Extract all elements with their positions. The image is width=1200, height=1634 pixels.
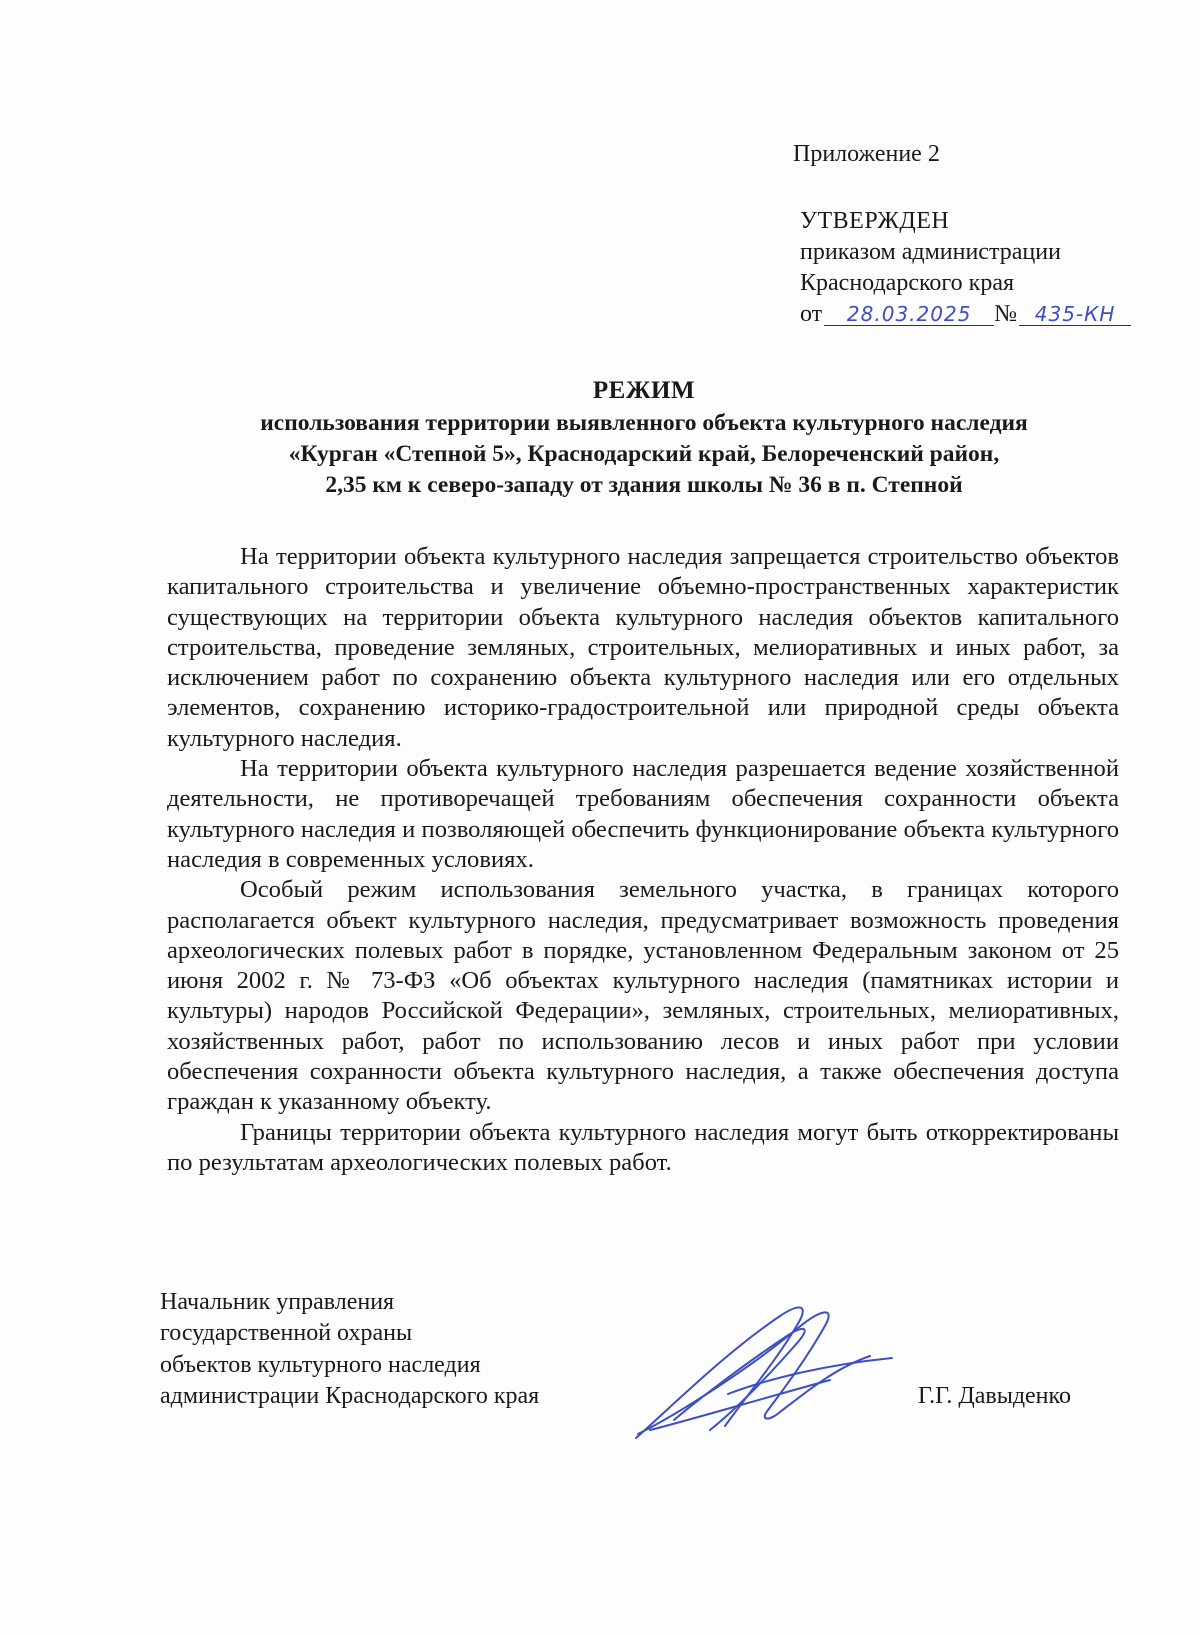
handwritten-signature bbox=[630, 1298, 900, 1448]
body-paragraph-2: На территории объекта культурного наследия разрешается ведение хозяйственной деятельности, не противоречащей требованиям обеспечения сохранности объекта культурного наследия и позволяющей обеспечить функционирование объекта культурного наследия в современных условиях. bbox=[167, 755, 1119, 873]
document-heading: РЕЖИМ bbox=[592, 377, 696, 404]
signatory-name: Г.Г. Давыденко bbox=[918, 1383, 1071, 1409]
approval-stamp-block bbox=[800, 206, 1131, 330]
signatory-position bbox=[160, 1287, 539, 1412]
approved-title: УТВЕРЖДЕН bbox=[800, 208, 950, 234]
body-paragraph-1: На территории объекта культурного наследия запрещается строительство объектов капитального строительства и увеличение объемно-пространственных характеристик существующих на территории объекта культурного наследия объектов капитального строительства, проведение земляных, строительных, мелиоративных и иных работ, за исключением работ по сохранению объекта культурного наследия или его отдельных элементов, сохранению историко-градостроительной или природной среды объекта культурного наследия. bbox=[167, 543, 1119, 752]
title-line-3: 2,35 км к северо-западу от здания школы № 36 в п. Степной bbox=[325, 472, 963, 498]
approval-date-number-row bbox=[800, 299, 1131, 330]
signatory-line-2: государственной охраны bbox=[160, 1320, 413, 1347]
appendix-label: Приложение 2 bbox=[793, 141, 940, 167]
signatory-line-4: администрации Краснодарского края bbox=[160, 1382, 540, 1409]
document-title-block bbox=[160, 375, 1128, 501]
handwritten-order-number: 435-КН bbox=[1019, 303, 1131, 326]
number-prefix: № bbox=[994, 301, 1018, 327]
body-paragraph-3: Особый режим использования земельного участка, в границах которого располагается объект культурного наследия, предусматривает возможность проведения археологических полевых работ в порядке, установленном Федеральным законом от 25 июня 2002 г. № 73-ФЗ «Об объектах культурного наследия (памятниках истории и культуры) народов Российской Федерации», земляных, строительных, мелиоративных, хозяйственных работ, работ по использованию лесов и иных работ при условии обеспечения сохранности объекта культурного наследия, а также обеспечения доступа граждан к указанному объекту. bbox=[167, 876, 1119, 1116]
body-paragraph-4: Границы территории объекта культурного наследия могут быть откорректированы по результатам археологических полевых работ. bbox=[167, 1118, 1119, 1176]
approved-line-2: Краснодарского края bbox=[800, 270, 1015, 296]
signatory-line-1: Начальник управления bbox=[160, 1289, 395, 1315]
handwritten-date: 28.03.2025 bbox=[824, 303, 994, 326]
approved-line-1: приказом администрации bbox=[800, 239, 1061, 265]
document-body bbox=[167, 542, 1119, 1178]
date-prefix: от bbox=[800, 301, 823, 327]
title-line-1: использования территории выявленного объекта культурного наследия bbox=[260, 410, 1028, 436]
title-line-2: «Курган «Степной 5», Краснодарский край, Белореченский район, bbox=[288, 441, 1000, 467]
signatory-line-3: объектов культурного наследия bbox=[160, 1351, 481, 1378]
